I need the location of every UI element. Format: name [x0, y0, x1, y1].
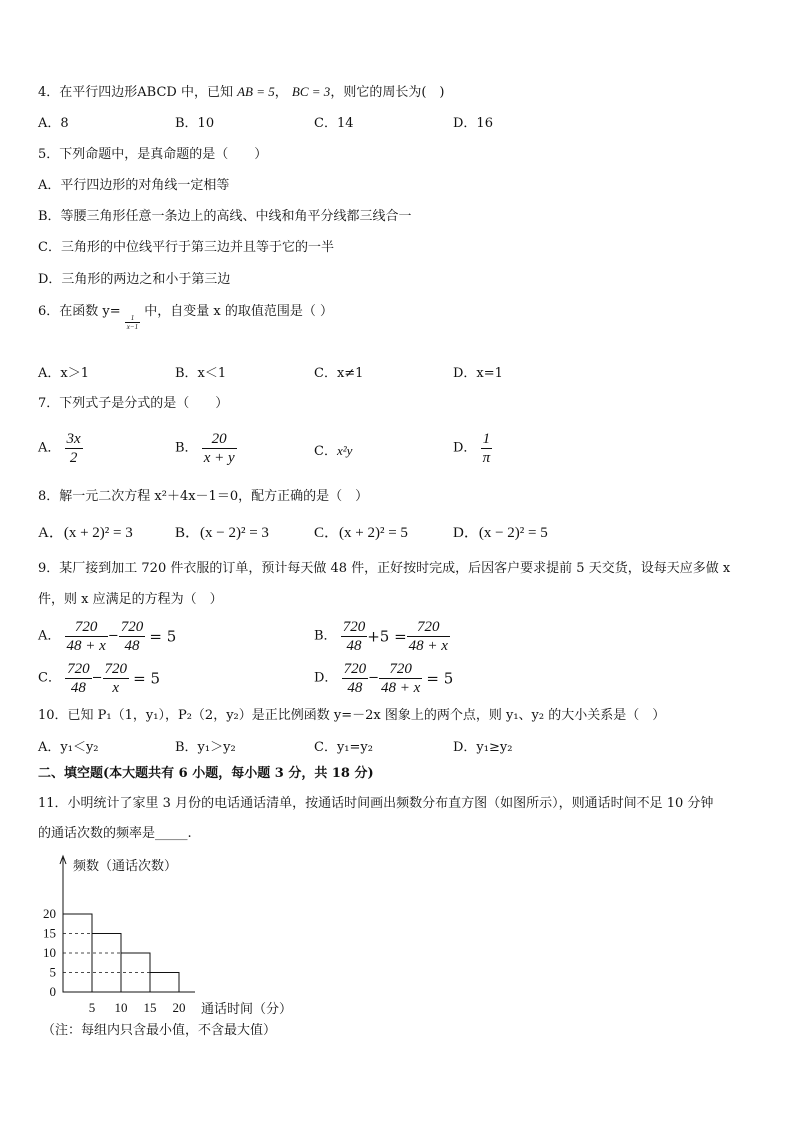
q8-option-b: B．(x − 2)² = 3 — [175, 525, 269, 541]
q9-b-frac1-den: 48 — [346, 638, 362, 654]
q10-option-d: D．y₁≥y₂ — [453, 740, 513, 755]
q7-a-num: 3x — [66, 431, 81, 447]
q7-b-label: B． — [175, 440, 198, 456]
q6-option-d: D．x=1 — [453, 366, 503, 381]
histogram-bar — [150, 973, 179, 993]
q9-c-frac1-num: 720 — [67, 661, 90, 677]
histogram-marks — [42, 856, 292, 1038]
q4-stem-end: ，则它的周长为( ) — [330, 85, 445, 100]
q7-b-den: x + y — [203, 450, 235, 466]
q9-a-label: A． — [38, 628, 61, 644]
q7-option-d — [453, 430, 492, 467]
q9-b-frac2-num: 720 — [407, 618, 450, 637]
q8-option-d: D．(x − 2)² = 5 — [453, 525, 548, 541]
q9-d-frac2 — [379, 660, 422, 697]
q10-option-c: C．y₁=y₂ — [314, 740, 373, 755]
q7-option-b — [175, 430, 237, 467]
q5-option-c: C．三角形的中位线平行于第三边并且等于它的一半 — [38, 240, 334, 255]
q7-c-expr: x²y — [336, 443, 353, 458]
q9-a-frac1-num: 720 — [65, 618, 108, 637]
q7-a-den: 2 — [69, 450, 78, 466]
q6-stem-pre: 6．在函数 y= — [38, 304, 121, 319]
q9-stem-line2: 件，则 x 应满足的方程为（ ） — [38, 592, 223, 607]
q9-a-frac1 — [65, 618, 108, 655]
q9-option-c: C． $\frac{720}{48}$ − $\frac{720}{x}$ = 5 — [38, 661, 161, 696]
q9-b-frac1-num: 720 — [342, 619, 366, 635]
q4-bc: BC = 3 — [291, 84, 331, 99]
q6-stem — [38, 304, 333, 331]
q7-a-label: A． — [38, 440, 61, 456]
q4-option-a: A．8 — [38, 116, 69, 131]
q6-frac-den: x−1 — [126, 323, 139, 331]
q7-a-fraction — [65, 430, 83, 467]
q4-option-d: D．16 — [453, 116, 493, 131]
q9-d-frac1-den: 48 — [347, 680, 363, 696]
q5-option-a: A．平行四边形的对角线一定相等 — [38, 178, 230, 193]
q9-a-frac2-num: 720 — [120, 619, 144, 635]
q9-b-label: B． — [314, 628, 337, 644]
q4-option-c: C．14 — [314, 116, 354, 131]
q9-d-label: D． — [314, 670, 338, 686]
y-tick-label: 5 — [49, 964, 56, 980]
q9-c-label: C． — [38, 670, 61, 686]
q8-stem: 8．解一元二次方程 x²＋4x－1＝0，配方正确的是（ ） — [38, 489, 369, 504]
q6-option-b: B．x＜1 — [175, 366, 227, 381]
x-axis-label: 通话时间（分） — [201, 1001, 293, 1016]
q8-option-a: A．(x + 2)² = 3 — [38, 525, 133, 541]
q9-c-frac1-den: 48 — [70, 680, 86, 696]
q9-d-frac1 — [342, 660, 369, 697]
x-tick-label: 5 — [88, 1000, 96, 1015]
q9-c-frac2 — [103, 660, 130, 697]
q9-d-rhs: = 5 — [426, 669, 454, 688]
histogram-bar — [92, 934, 121, 993]
q10-stem: 10．已知 P₁（1，y₁），P₂（2，y₂）是正比例函数 y=－2x 图象上的两个点，则 y₁、y₂ 的大小关系是（ ） — [38, 708, 666, 723]
q7-b-fraction — [202, 430, 237, 467]
q7-c-label: C． — [314, 444, 337, 459]
q7-d-label: D． — [453, 440, 477, 456]
y-axis-label: 频数（通话次数） — [73, 858, 178, 873]
q5-option-d: D．三角形的两边之和小于第三边 — [38, 272, 231, 287]
q6-fraction — [125, 314, 140, 331]
q9-c-frac2-den: x — [112, 680, 120, 696]
q9-option-d: D． $\frac{720}{48}$ − $\frac{720}{48 + x}$ = 5 — [314, 661, 454, 696]
x-tick-label: 15 — [143, 1000, 157, 1015]
q9-c-rhs: = 5 — [133, 669, 161, 688]
q6-frac-num: 1 — [125, 314, 140, 323]
q7-d-fraction — [481, 430, 493, 467]
q7-stem: 7．下列式子是分式的是（ ） — [38, 396, 229, 411]
y-tick-label: 10 — [43, 945, 56, 960]
q9-c-frac1 — [65, 660, 92, 697]
q4-stem-mid: ， — [274, 85, 288, 100]
x-tick-label: 10 — [114, 1000, 128, 1015]
y-tick-label: 20 — [43, 906, 56, 921]
q9-option-a: A． $\frac{720}{48 + x}$ − $\frac{720}{48}$ = 5 — [38, 619, 177, 654]
frequency-histogram — [30, 850, 330, 1060]
q6-option-a: A．x＞1 — [38, 366, 89, 381]
q9-option-b — [314, 618, 450, 655]
q7-option-a — [38, 430, 83, 467]
section-title: 二、填空题(本大题共有 6 小题，每小题 3 分，共 18 分) — [38, 766, 374, 781]
y-tick-label: 0 — [49, 984, 56, 999]
q7-d-num: 1 — [481, 430, 493, 449]
q4-option-b: B．10 — [175, 116, 215, 131]
q9-a-frac1-den: 48 + x — [66, 638, 106, 654]
q9-b-frac2-den: 48 + x — [408, 638, 448, 654]
q11-stem-line1: 11．小明统计了家里 3 月份的电话通话清单，按通话时间画出频数分布直方图（如图所示），则通话时间不足 10 分钟 — [38, 796, 714, 811]
q4-ab: AB = 5 — [237, 84, 275, 99]
y-tick-label: 15 — [43, 925, 56, 941]
q9-b-plus: +5 = — [367, 627, 407, 646]
q9-d-frac2-den: 48 + x — [380, 680, 421, 696]
q7-b-num: 20 — [202, 430, 237, 449]
q9-b-frac1 — [341, 618, 368, 655]
q11-stem-line2: 的通话次数的频率是_____. — [38, 826, 192, 841]
q8-option-c: C．(x + 2)² = 5 — [314, 525, 408, 541]
q5-option-b: B．等腰三角形任意一条边上的高线、中线和角平分线都三线合一 — [38, 209, 412, 224]
chart-note: （注：每组内只含最小值，不含最大值） — [42, 1022, 277, 1037]
q7-d-den: π — [482, 450, 491, 466]
q7-option-c — [314, 443, 352, 460]
q6-stem-post: 中，自变量 x 的取值范围是（ ） — [144, 304, 333, 319]
x-tick-label: 20 — [172, 1000, 186, 1015]
q9-c-frac2-num: 720 — [104, 661, 127, 677]
q5-stem: 5．下列命题中，是真命题的是（ ） — [38, 147, 268, 162]
q9-d-frac2-num: 720 — [379, 660, 422, 679]
q9-a-frac2-den: 48 — [124, 638, 140, 654]
q9-d-frac1-num: 720 — [343, 661, 367, 677]
q9-stem-line1: 9．某厂接到加工 720 件衣服的订单，预计每天做 48 件，正好按时完成，后因客户要求提前 5 天交货，设每天应多做 x — [38, 561, 731, 576]
q9-a-rhs: = 5 — [149, 627, 177, 646]
q10-option-b: B．y₁＞y₂ — [175, 740, 236, 755]
q9-a-frac2 — [119, 618, 146, 655]
q10-option-a: A．y₁＜y₂ — [38, 740, 99, 755]
q4-stem-text: 4．在平行四边形ABCD 中，已知 — [38, 85, 233, 100]
q9-b-frac2 — [407, 618, 450, 655]
q4-stem — [38, 84, 444, 101]
q6-option-c: C．x≠1 — [314, 366, 364, 381]
